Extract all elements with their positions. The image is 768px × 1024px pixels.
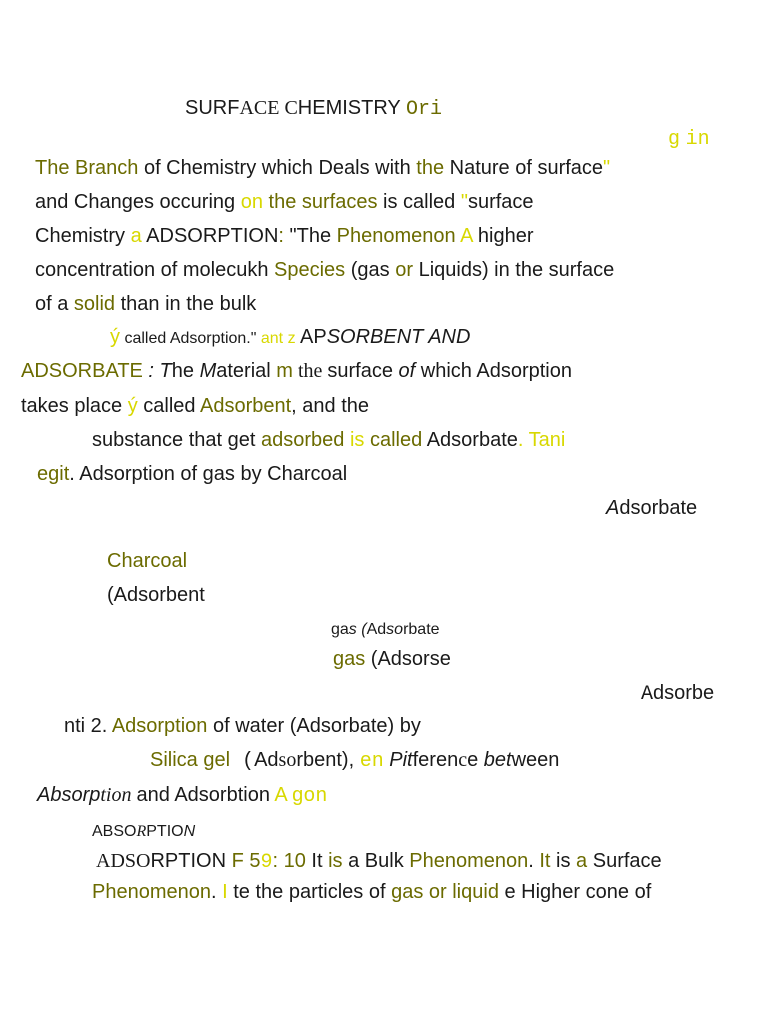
body-line-3 xyxy=(35,223,534,249)
text-run: PTIO xyxy=(146,823,184,840)
text-run: is xyxy=(349,429,365,451)
text-run: Chemistry xyxy=(35,225,131,247)
title-line xyxy=(185,95,442,123)
body-line-7 xyxy=(21,358,572,384)
text-run: Liquids) in the surface xyxy=(413,259,615,281)
text-run: the xyxy=(416,157,445,179)
text-run: Ori xyxy=(405,98,442,121)
text-run: c xyxy=(458,749,468,771)
text-run: and Changes occuring xyxy=(35,191,241,213)
text-run: gas or liquid xyxy=(391,881,499,903)
text-run: ADSORBATE xyxy=(21,360,143,382)
text-run: R xyxy=(136,823,147,840)
text-run: . xyxy=(528,850,540,872)
text-run: concentration of molecukh xyxy=(35,259,275,281)
body-line-10 xyxy=(37,461,347,487)
text-run: of xyxy=(398,360,416,382)
text-run: : 10 xyxy=(272,850,306,872)
text-run: Silica gel xyxy=(150,749,231,771)
text-run: or xyxy=(395,259,414,281)
text-run: F 5 xyxy=(231,850,261,872)
text-run: . Adsorption xyxy=(69,463,175,485)
text-run: , and the xyxy=(291,395,370,417)
text-run: ADSO xyxy=(96,850,151,872)
text-run: rbate xyxy=(403,621,440,638)
text-run: ACE xyxy=(239,97,285,119)
text-run: Adsorption xyxy=(111,715,208,737)
text-run: RPTION xyxy=(150,850,232,872)
text-run: te the particles of xyxy=(227,881,392,903)
body-line-2 xyxy=(35,189,534,215)
table-heading-absorption xyxy=(92,817,195,845)
text-run: of a xyxy=(35,293,74,315)
text-run: higher xyxy=(472,225,534,247)
diagram-charcoal-label xyxy=(107,548,187,574)
text-run: and Adsorbtion xyxy=(136,784,275,806)
text-run: rbent), xyxy=(296,749,360,771)
text-run: the xyxy=(292,360,328,382)
text-run: I xyxy=(222,881,228,903)
table-row-2 xyxy=(92,879,651,905)
text-run: called Adsorption." xyxy=(120,330,261,347)
text-run: which Adsorption xyxy=(415,360,572,382)
body-line-1 xyxy=(35,155,610,181)
text-run: solid xyxy=(73,293,116,315)
text-run: is called xyxy=(377,191,461,213)
text-run: aterial xyxy=(216,360,277,382)
example-line-4 xyxy=(37,782,327,810)
body-line-9 xyxy=(92,427,565,453)
text-run: gas xyxy=(333,648,366,670)
text-run: g xyxy=(668,128,681,151)
text-run: SURF xyxy=(185,97,240,119)
text-run: C xyxy=(284,97,298,119)
text-run: " xyxy=(460,191,468,213)
text-run: ý xyxy=(110,326,120,348)
text-run: takes place xyxy=(21,395,128,417)
body-line-4 xyxy=(35,257,614,283)
text-run: Ad xyxy=(366,621,387,638)
text-run: 9 xyxy=(260,851,273,874)
text-run: on xyxy=(240,191,263,213)
text-run: AP xyxy=(295,326,327,348)
text-run: a xyxy=(130,225,142,247)
example-line-2 xyxy=(64,713,421,739)
text-run: e xyxy=(467,749,484,771)
text-run: It xyxy=(539,850,551,872)
text-run: in xyxy=(685,128,710,151)
text-run: Surface xyxy=(587,850,662,872)
text-run: Phenomenon xyxy=(92,881,211,903)
text-run: A xyxy=(460,225,473,247)
text-run: (Adsorse xyxy=(365,648,451,670)
text-run: Nature of surface xyxy=(444,157,604,179)
text-run: on xyxy=(303,785,328,808)
text-run: bet xyxy=(483,749,512,771)
text-run: adsorbed xyxy=(261,429,345,451)
text-run: nti 2. xyxy=(64,715,112,737)
text-run: ween xyxy=(511,749,560,771)
text-run: s ( xyxy=(348,621,367,638)
text-run: is xyxy=(550,850,577,872)
diagram-gas-adsorse-label xyxy=(333,646,451,672)
table-row-1 xyxy=(96,848,662,876)
text-run: Adsorbent xyxy=(200,395,292,417)
text-run: HEMISTRY xyxy=(297,97,406,119)
text-run: substance that get xyxy=(92,429,262,451)
text-run: ant z xyxy=(260,330,296,347)
body-line-6 xyxy=(110,324,470,352)
text-run: a Bulk xyxy=(342,850,410,872)
text-run: (gas xyxy=(345,259,396,281)
text-run: egit xyxy=(37,463,70,485)
text-run: Species xyxy=(274,259,346,281)
text-run: so xyxy=(278,749,297,771)
body-line-5 xyxy=(35,291,256,317)
text-run: of gas by Charcoal xyxy=(174,463,348,485)
text-run: Charcoal xyxy=(107,550,188,572)
text-run: e Higher cone of xyxy=(498,881,652,903)
text-run: Adsorbate xyxy=(426,429,518,451)
diagram-adsorbent-label xyxy=(107,582,205,608)
text-run: It xyxy=(305,850,329,872)
text-run: Phenomenon xyxy=(409,850,529,872)
text-run: ( xyxy=(230,750,255,773)
text-run: Absorp xyxy=(37,784,101,806)
text-run: surface xyxy=(327,360,399,382)
text-run: he xyxy=(171,360,200,382)
text-run: of Chemistry which Deals with xyxy=(138,157,417,179)
text-run: : xyxy=(278,225,284,247)
diagram-adsorbate-label xyxy=(606,495,697,521)
text-run: " xyxy=(603,157,611,179)
text-run: tion xyxy=(100,784,137,806)
text-run: The Branch xyxy=(35,157,139,179)
text-run: Phenomenon xyxy=(336,225,456,247)
text-run: is xyxy=(328,850,343,872)
text-run: dsorbe xyxy=(653,682,715,704)
text-run: dsorbate xyxy=(619,497,698,519)
text-run: called xyxy=(364,429,427,451)
diagram-gas-adsorbate-label xyxy=(331,615,440,643)
text-run: ý xyxy=(127,395,138,417)
text-run: . xyxy=(210,881,223,903)
text-run: Pit xyxy=(389,749,413,771)
text-run: surface xyxy=(467,191,534,213)
text-run: Ad xyxy=(254,749,279,771)
text-run: the surfaces xyxy=(262,191,378,213)
text-run: en xyxy=(359,750,384,773)
text-run: "The xyxy=(283,225,337,247)
text-run: . Tani xyxy=(517,429,566,451)
text-run: so xyxy=(386,621,404,638)
text-run: ga xyxy=(331,621,349,638)
text-run: N xyxy=(183,823,196,840)
text-run: A xyxy=(641,683,654,706)
text-run: m xyxy=(276,360,293,382)
text-run: called xyxy=(137,395,200,417)
body-line-8 xyxy=(21,393,369,419)
text-run: A g xyxy=(274,784,304,806)
text-run: than in the bulk xyxy=(115,293,257,315)
text-run: SORBENT AND xyxy=(326,326,471,348)
text-run: : T xyxy=(142,360,172,382)
example-line-1 xyxy=(641,680,714,708)
text-run: ABSO xyxy=(92,823,137,840)
origin-fragment-line xyxy=(668,125,710,153)
text-run: M xyxy=(199,360,217,382)
text-run: feren xyxy=(412,749,459,771)
example-line-3 xyxy=(150,747,559,775)
text-run: A xyxy=(606,497,620,519)
text-run: ADSORPTION xyxy=(141,225,279,247)
text-run: a xyxy=(576,850,588,872)
text-run: (Adsorbent xyxy=(107,584,205,606)
text-run: of water (Adsorbate) by xyxy=(207,715,421,737)
